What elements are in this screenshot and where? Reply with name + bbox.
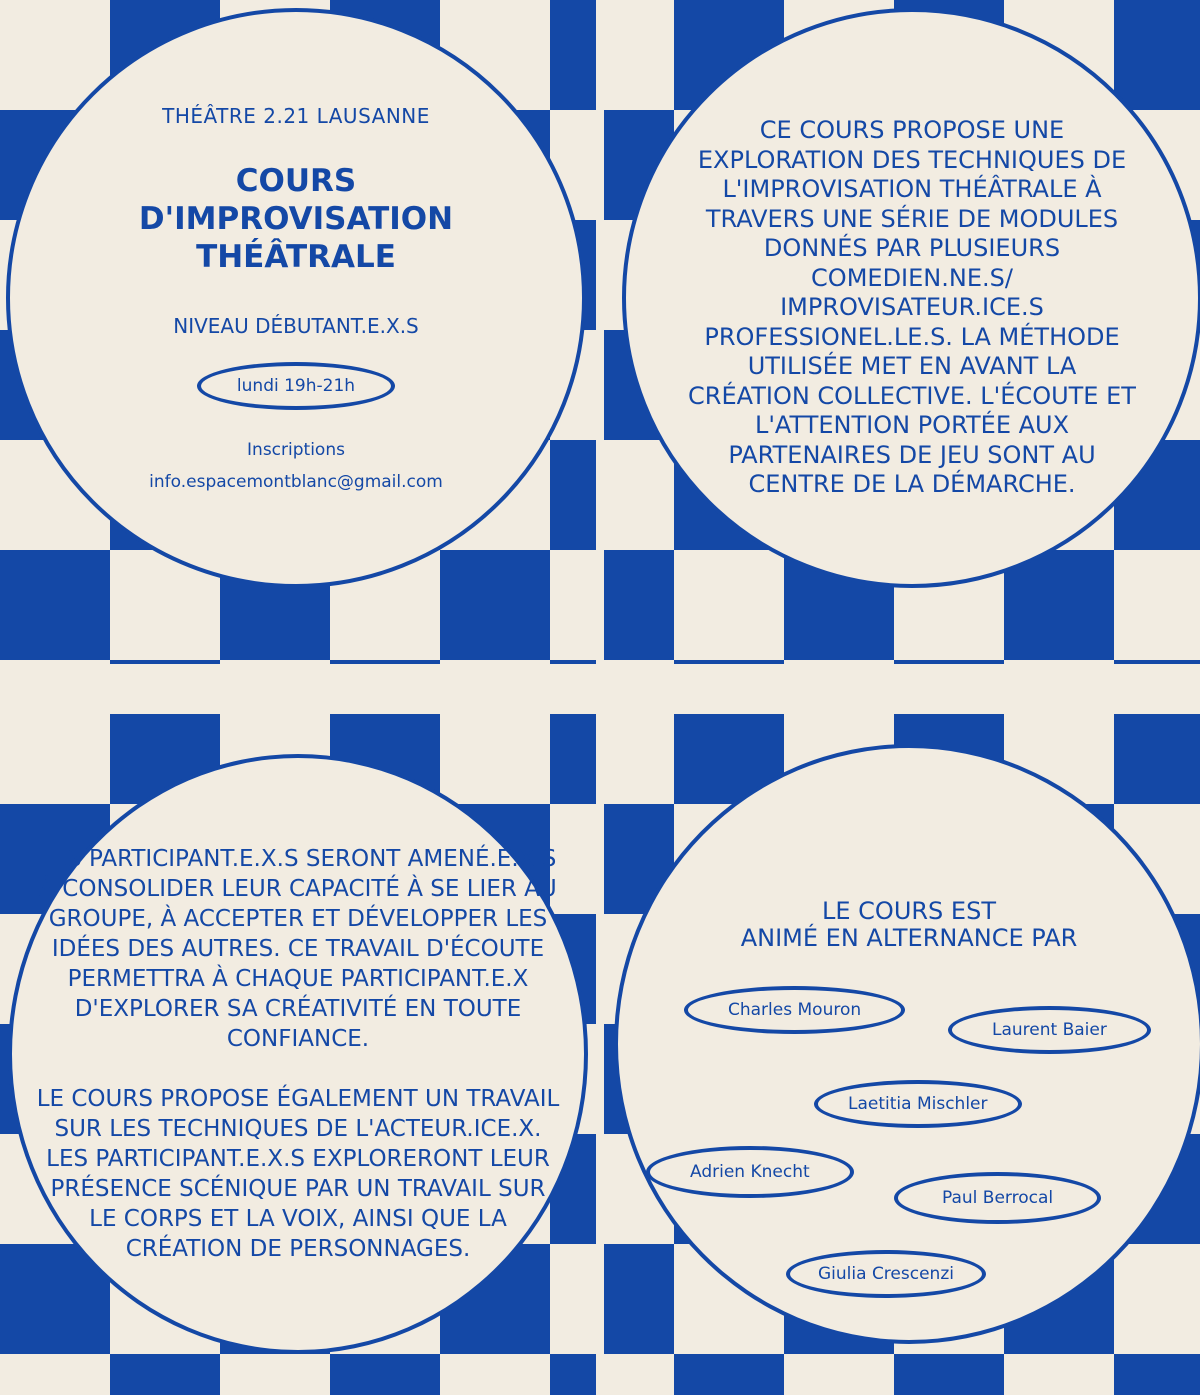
vertical-divider bbox=[596, 0, 604, 664]
venue-name: THÉÂTRE 2.21 LAUSANNE bbox=[162, 104, 430, 128]
description-circle bbox=[622, 8, 1200, 588]
course-info-circle bbox=[6, 8, 586, 588]
registration-email[interactable]: info.espacemontblanc@gmail.com bbox=[149, 472, 443, 492]
participants-paragraph: LES PARTICIPANT.E.X.S SERONT AMENÉ.E.X.S À CONSOLIDER LEUR CAPACITÉ À SE LIER AU GROUPE, À ACCEPTER ET DÉVELOPPER LES IDÉES DES AUTRES. CE TRAVAIL D'ÉCOUTE PERMETTRA À CHAQUE PARTICIPANT.E.X D'EXPLORER SA CRÉATIVITÉ EN TOUTE CONFIANCE. bbox=[39, 846, 557, 1052]
panel-course-info bbox=[0, 0, 596, 664]
participants-circle bbox=[8, 754, 588, 1354]
panel-participants bbox=[0, 714, 596, 1395]
course-description: CE COURS PROPOSE UNE EXPLORATION DES TECHNIQUES DE L'IMPROVISATION THÉÂTRALE À TRAVERS UNE SÉRIE DE MODULES DONNÉS PAR PLUSIEURS COMEDIEN.NE.S/ IMPROVISATEUR.ICE.S PROFESSIONEL.LE.S. LA MÉTHODE UTILISÉE MET EN AVANT LA CRÉATION COLLECTIVE. L'ÉCOUTE ET L'ATTENTION PORTÉE AUX PARTENAIRES DE JEU SONT AU CENTRE DE LA DÉMARCHE. bbox=[688, 116, 1136, 499]
instructors-circle bbox=[614, 744, 1200, 1344]
instructor-badge: Laetitia Mischler bbox=[814, 1080, 1022, 1128]
techniques-paragraph: LE COURS PROPOSE ÉGALEMENT UN TRAVAIL SUR LES TECHNIQUES DE L'ACTEUR.ICE.X. LES PARTICIPANT.E.X.S EXPLORERONT LEUR PRÉSENCE SCÉNIQUE PAR UN TRAVAIL SUR LE CORPS ET LA VOIX, AINSI QUE LA CRÉATION DE PERSONNAGES. bbox=[36, 1086, 560, 1262]
instructor-badge: Laurent Baier bbox=[948, 1006, 1151, 1054]
instructor-badge: Adrien Knecht bbox=[646, 1146, 854, 1198]
instructors-heading bbox=[618, 898, 1200, 952]
panel-instructors bbox=[604, 714, 1200, 1395]
instructor-badge: Giulia Crescenzi bbox=[786, 1250, 986, 1298]
instructors-heading-line: ANIMÉ EN ALTERNANCE PAR bbox=[740, 924, 1078, 952]
schedule-badge: lundi 19h-21h bbox=[197, 362, 395, 410]
course-title-line: THÉÂTRALE bbox=[196, 239, 396, 275]
course-title bbox=[139, 162, 453, 276]
instructor-badge: Paul Berrocal bbox=[894, 1172, 1101, 1224]
instructor-badge: Charles Mouron bbox=[684, 986, 905, 1034]
course-level: NIVEAU DÉBUTANT.E.X.S bbox=[173, 314, 419, 338]
course-title-line: COURS bbox=[235, 163, 357, 199]
vertical-divider bbox=[596, 714, 604, 1395]
instructors-heading-line: LE COURS EST bbox=[822, 897, 996, 925]
course-title-line: D'IMPROVISATION bbox=[138, 201, 454, 237]
registration-label: Inscriptions bbox=[247, 440, 345, 460]
horizontal-divider bbox=[0, 664, 1200, 714]
panel-course-description bbox=[604, 0, 1200, 664]
